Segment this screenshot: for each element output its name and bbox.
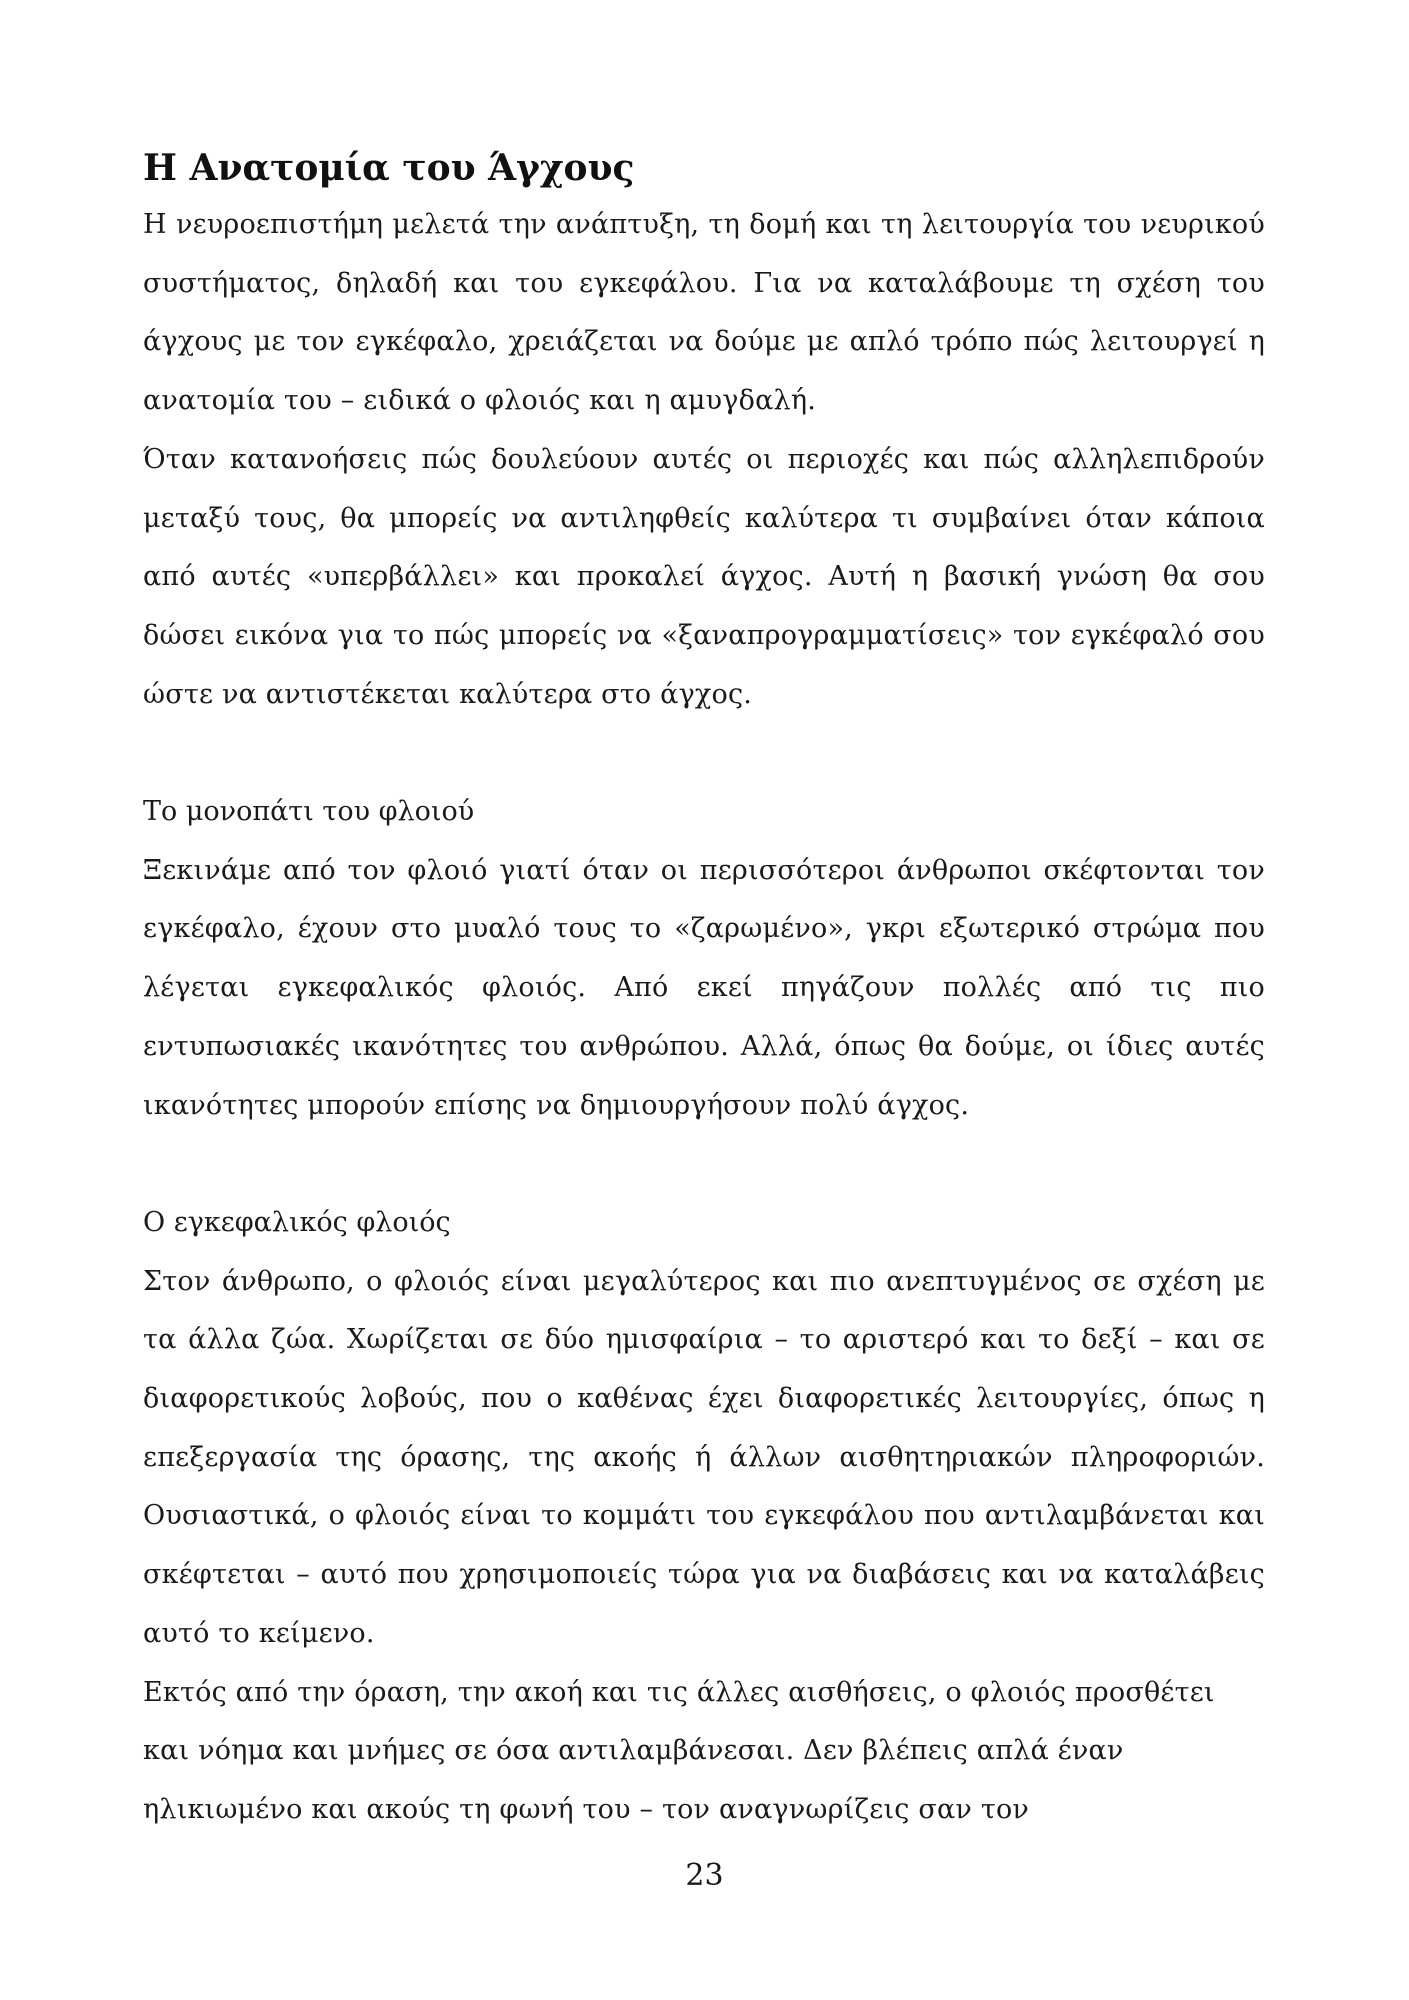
page-content [143,140,1265,1840]
paragraph-cerebral-cortex-1: Στον άνθρωπο, ο φλοιός είναι μεγαλύτερος και πιο ανεπτυγμένος σε σχέση με τα άλλα ζώα. Χωρίζεται σε δύο ημισφαίρια – το αριστερό και το δεξί – και σε διαφορετικούς λοβούς, που ο καθένας έχει διαφορετικές λειτουργίες, όπως η επεξεργασία της όρασης, της ακοής ή άλλων αισθητηριακών πληροφοριών. Ουσιαστικά, ο φλοιός είναι το κομμάτι του εγκεφάλου που αντιλαμβάνεται και σκέφτεται – αυτό που χρησιμοποιείς τώρα για να διαβάσεις και να καταλάβεις αυτό το κείμενο. [143,1265,1265,1649]
paragraph-cerebral-cortex-2: Εκτός από την όραση, την ακοή και τις άλλες αισθήσεις, ο φλοιός προσθέτει και νόημα και μνήμες σε όσα αντιλαμβάνεσαι. Δεν βλέπεις απλά έναν ηλικιωμένο και ακούς τη φωνή του – τον αναγνωρίζεις σαν τον [143,1676,1215,1825]
page-title: Η Ανατομία του Άγχους [143,147,635,189]
paragraph-intro-1: Η νευροεπιστήμη μελετά την ανάπτυξη, τη δομή και τη λειτουργία του νευρικού συστήματος, δηλαδή και του εγκεφάλου. Για να καταλάβουμε τη σχέση του άγχους με τον εγκέφαλο, χρειάζεται να δούμε με απλό τρόπο πώς λειτουργεί η ανατομία του – ειδικά ο φλοιός και η αμυγδαλή. [143,209,1265,417]
subheading-cortex-path: Το μονοπάτι του φλοιού [143,796,475,828]
paragraph-intro-2: Όταν κατανοήσεις πώς δουλεύουν αυτές οι περιοχές και πώς αλληλεπιδρούν μεταξύ τους, θα μπορείς να αντιληφθείς καλύτερα τι συμβαίνει όταν κάποια από αυτές «υπερβάλλει» και προκαλεί άγχος. Αυτή η βασική γνώση θα σου δώσει εικόνα για το πώς μπορείς να «ξαναπρογραμματίσεις» τον εγκέφαλό σου ώστε να αντιστέκεται καλύτερα στο άγχος. [143,443,1265,710]
subheading-cerebral-cortex: Ο εγκεφαλικός φλοιός [143,1206,451,1238]
paragraph-cortex-path-1: Ξεκινάμε από τον φλοιό γιατί όταν οι περισσότεροι άνθρωποι σκέφτονται τον εγκέφαλο, έχουν στο μυαλό τους το «ζαρωμένο», γκρι εξωτερικό στρώμα που λέγεται εγκεφαλικός φλοιός. Από εκεί πηγάζουν πολλές από τις πιο εντυπωσιακές ικανότητες του ανθρώπου. Αλλά, όπως θα δούμε, οι ίδιες αυτές ικανότητες μπορούν επίσης να δημιουργήσουν πολύ άγχος. [143,854,1265,1121]
page-number: 23 [685,1858,724,1893]
